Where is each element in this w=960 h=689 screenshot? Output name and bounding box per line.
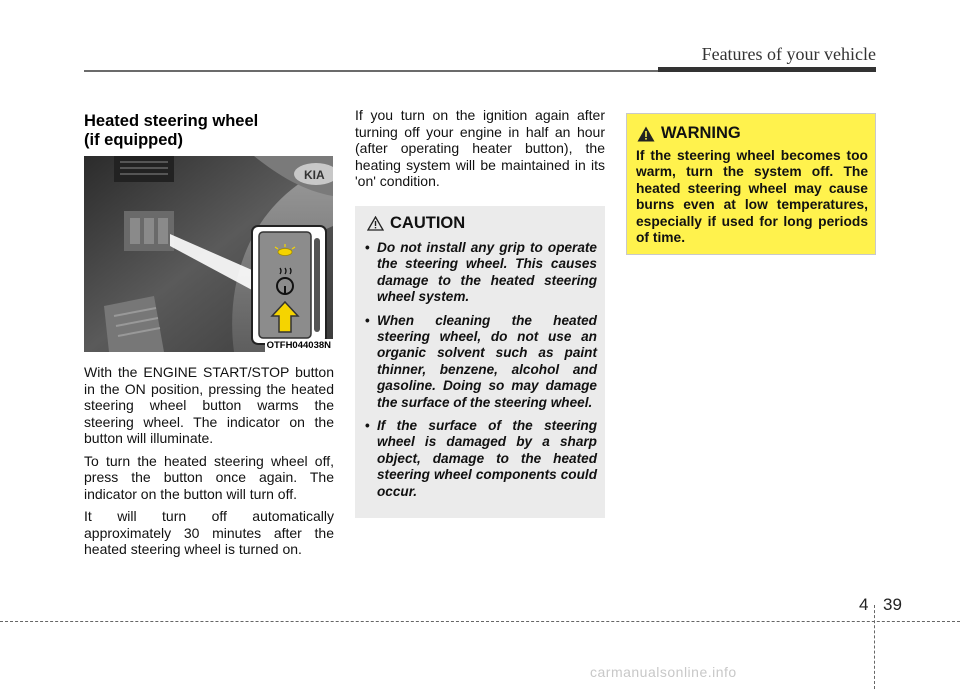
mid-column-text	[355, 107, 605, 190]
caution-bullet: •	[365, 240, 370, 255]
dashboard-illustration	[84, 156, 333, 352]
svg-text:KIA: KIA	[304, 168, 325, 182]
warning-header	[637, 124, 741, 143]
body-paragraph-2: To turn the heated steering wheel off, press the button once again. The indicator on the button will turn off.	[84, 452, 334, 502]
warning-box	[626, 113, 876, 255]
warning-title: WARNING	[661, 124, 741, 142]
mid-paragraph: If you turn on the ignition again after turning off your engine in half an hour (after operating heater button), the heating system will be maintained in its 'on' condition.	[355, 107, 605, 189]
figure-code: OTFH044038N	[266, 340, 331, 351]
header-rule-accent	[658, 67, 876, 72]
caution-list	[365, 240, 597, 507]
caution-item-text: If the surface of the steering wheel is damaged by a sharp object, damage to the heated steering wheel components could occur.	[377, 418, 597, 499]
chapter-number: 4	[859, 595, 869, 614]
heated-steering-button-figure	[84, 156, 333, 352]
caution-bullet: •	[365, 418, 370, 434]
footer-rule	[0, 621, 960, 622]
caution-item	[365, 313, 597, 411]
footer-divider	[874, 605, 875, 689]
caution-bullet: •	[365, 312, 370, 328]
page-number-value: 39	[883, 595, 902, 614]
section-title-line2: (if equipped)	[84, 131, 183, 149]
section-title-line1: Heated steering wheel	[84, 112, 259, 130]
watermark: carmanualsonline.info	[590, 664, 737, 680]
warning-triangle-icon	[637, 126, 655, 142]
caution-header	[367, 214, 465, 233]
body-paragraph-3: It will turn off automatically approximately 30 minutes after the heated steering wheel is turned on.	[84, 508, 334, 557]
caution-title: CAUTION	[390, 214, 466, 232]
caution-item	[365, 418, 597, 500]
page-header-title: Features of your vehicle	[701, 44, 876, 64]
caution-item-text: Do not install any grip to operate the steering wheel. This causes damage to the heated steering wheel system.	[377, 240, 597, 305]
caution-item-text: When cleaning the heated steering wheel, do not use an organic solvent such as paint thinner, benzene, alcohol and gasoline. Doing so may damage the surface of the steering wheel.	[377, 312, 597, 410]
warning-text: If the steering wheel becomes too warm, turn the system off. The heated steering wheel may cause burns even at low temperatures, especially if used for long periods of time.	[636, 148, 868, 246]
pedal	[104, 296, 164, 352]
body-text	[84, 364, 334, 564]
caution-item	[365, 240, 597, 306]
body-paragraph-1: With the ENGINE START/STOP button in the ON position, pressing the heated steering wheel button warms the steering wheel. The indicator on the button will illuminate.	[84, 364, 334, 446]
section-title	[84, 112, 334, 150]
caution-box	[355, 206, 605, 518]
caution-triangle-icon	[367, 216, 384, 231]
